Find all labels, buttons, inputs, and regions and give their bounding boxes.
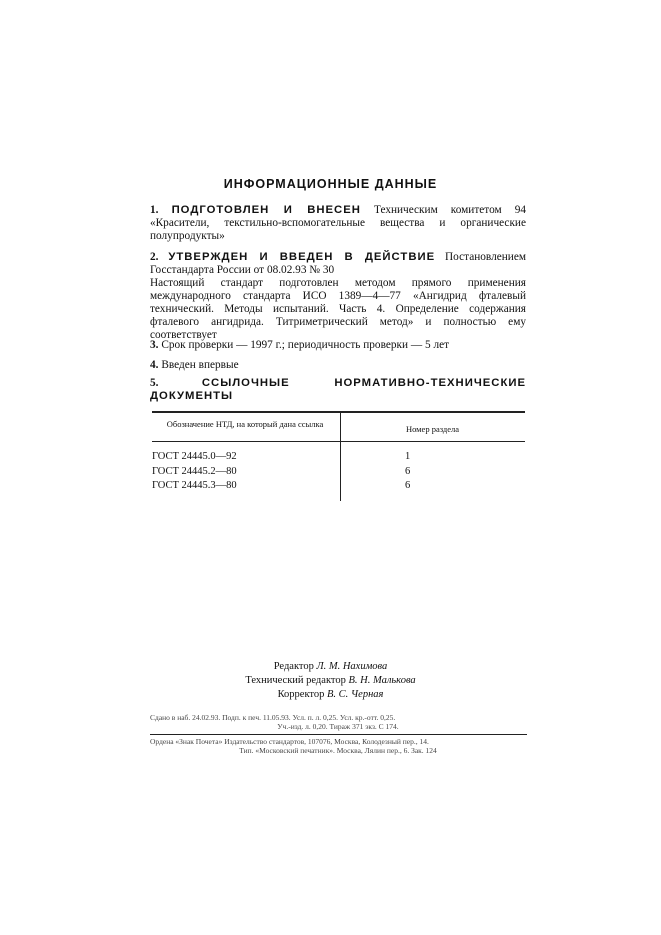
tech-editor-line: Технический редактор В. Н. Малькова [245, 675, 416, 686]
item-text-2: Настоящий стандарт подготовлен методом прямого применения международного стандарта ИСО 1389—4—77 «Ангидрид фталевый технический. Методы испытаний. Часть 4. Определение содержания фталевого ангидрида. Титриметрический метод» и полностью ему соответствует [150, 277, 526, 341]
item-number: 4. [150, 359, 159, 371]
item-5 [150, 377, 526, 403]
item-1 [150, 204, 526, 243]
item-text: Техническим комитетом 94 «Красители, текстильно-вспомогательные вещества и органические полупродукты» [150, 204, 527, 242]
table-column-divider [340, 411, 341, 501]
table-cell-section: 1 [405, 451, 411, 462]
item-heading: ПОДГОТОВЛЕН И ВНЕСЕН [171, 204, 361, 216]
item-text: Постановлением Госстандарта России от 08.02.93 № 30 [150, 251, 526, 276]
imprint-line-1: Сдано в наб. 24.02.93. Подп. к печ. 11.05.93. Усл. п. л. 0,25. Усл. кр.-отт. 0,25. [150, 713, 396, 722]
item-heading: ССЫЛОЧНЫЕ НОРМАТИВНО-ТЕХНИЧЕСКИЕ ДОКУМЕНТЫ [150, 377, 527, 402]
corrector-line: Корректор В. С. Черная [277, 689, 384, 700]
item-4 [150, 359, 526, 372]
table-top-rule [152, 411, 525, 413]
table-header-rule [152, 441, 525, 442]
item-number: 5. [150, 377, 159, 389]
item-number: 1. [150, 204, 159, 216]
item-number: 3. [150, 339, 159, 351]
item-3 [150, 339, 526, 352]
item-heading: УТВЕРЖДЕН И ВВЕДЕН В ДЕЙСТВИЕ [168, 251, 436, 263]
table-header-ntd: Обозначение НТД, на который дана ссылка [166, 419, 324, 429]
table-cell-ntd: ГОСТ 24445.2—80 [152, 466, 237, 477]
table-cell-ntd: ГОСТ 24445.0—92 [152, 451, 237, 462]
item-text: Введен впервые [161, 359, 239, 371]
item-number: 2. [150, 251, 159, 263]
table-cell-section: 6 [405, 480, 411, 491]
table-header-section: Номер раздела [405, 424, 460, 434]
imprint-line-4: Тип. «Московский печатник». Москва, Лялин пер., 6. Зак. 124 [239, 746, 437, 755]
table-cell-section: 6 [405, 466, 411, 477]
page-title: ИНФОРМАЦИОННЫЕ ДАННЫЕ [223, 177, 438, 191]
editor-line: Редактор Л. М. Нахимова [273, 661, 388, 672]
table-cell-ntd: ГОСТ 24445.3—80 [152, 480, 237, 491]
imprint-line-2: Уч.-изд. л. 0,20. Тираж 371 экз. С 174. [277, 722, 399, 731]
imprint-line-3: Ордена «Знак Почета» Издательство стандартов, 107076, Москва, Колодезный пер., 14. [150, 737, 429, 746]
imprint-rule [150, 734, 527, 735]
item-text: Срок проверки — 1997 г.; периодичность проверки — 5 лет [161, 339, 450, 351]
item-2 [150, 251, 526, 342]
